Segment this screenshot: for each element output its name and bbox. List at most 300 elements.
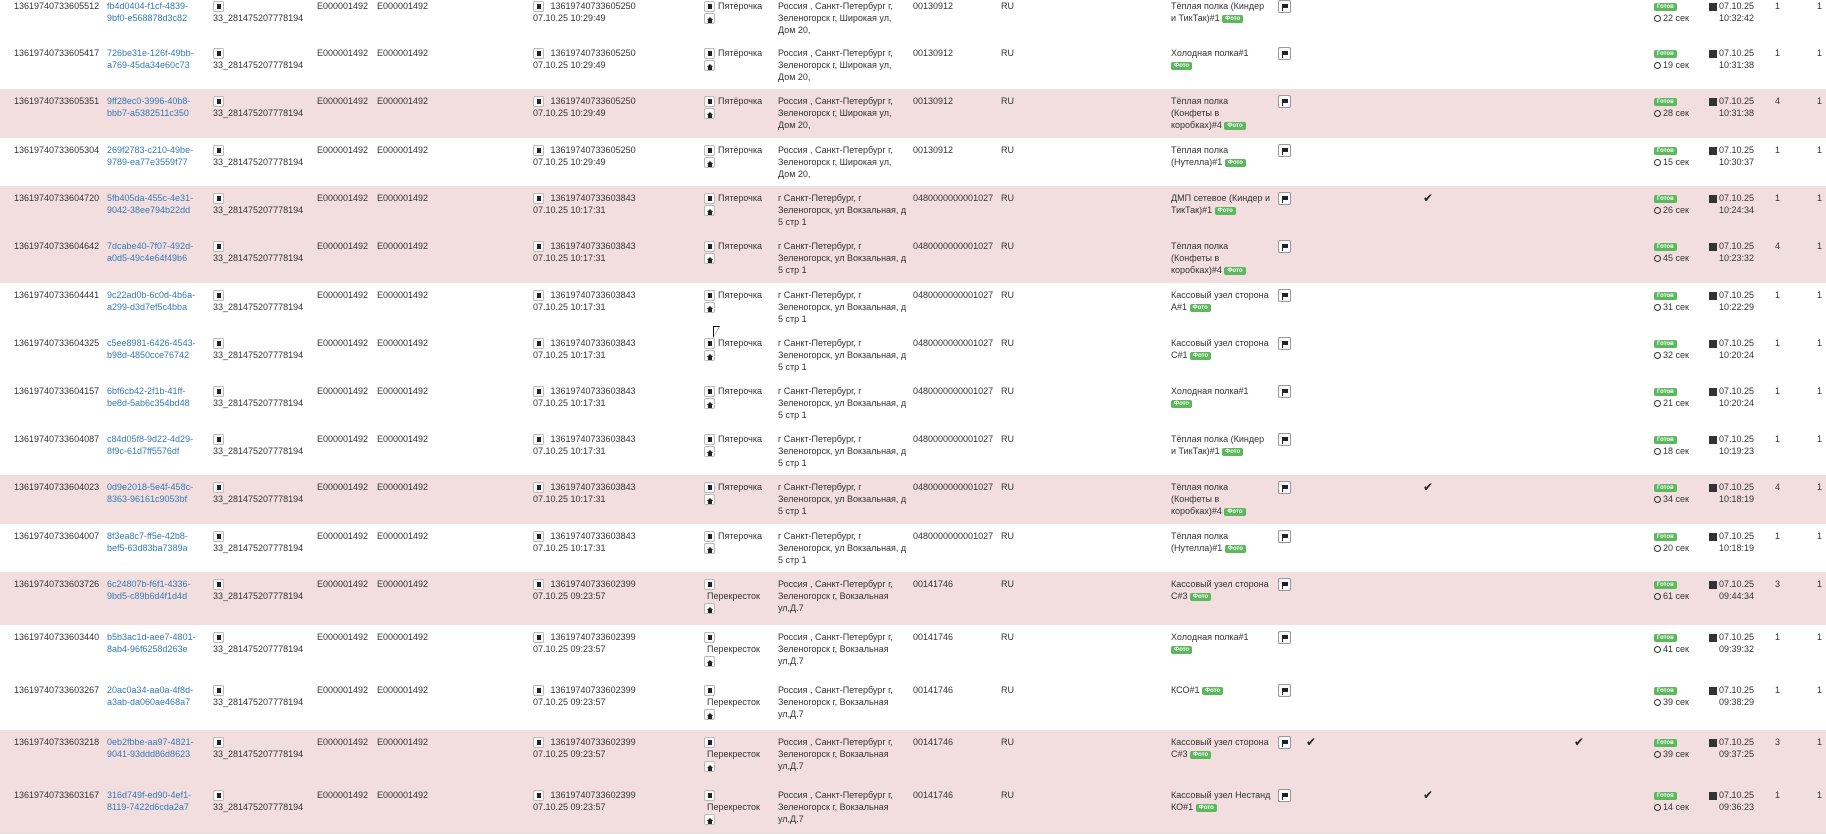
table-row[interactable]	[0, 234, 1826, 284]
row-uuid-link[interactable]: 8f3ea8c7-ff5e-42b8-bef5-63d83ba7389a	[107, 531, 188, 553]
shop-name: Перекресток	[707, 591, 760, 602]
shop-name: Пятерочка	[718, 338, 763, 348]
home-icon[interactable]	[704, 398, 715, 409]
file-icon[interactable]	[213, 434, 224, 445]
file-icon[interactable]	[704, 48, 715, 59]
employee-code-2: E000001492	[377, 632, 429, 642]
file-icon[interactable]	[533, 685, 544, 696]
shelf-name	[1171, 192, 1271, 216]
table-row[interactable]	[0, 138, 1826, 187]
status-cell	[1654, 684, 1689, 708]
row-id: 13619740733605351	[14, 96, 100, 106]
home-icon[interactable]	[704, 603, 715, 614]
document-number: 33_281475207778194	[213, 302, 304, 313]
file-icon[interactable]	[704, 193, 715, 204]
shop-name: Пятерочка	[718, 482, 763, 492]
row-id: 13619740733604720	[14, 193, 100, 203]
flag-icon[interactable]	[1278, 337, 1291, 350]
country-code: RU	[1001, 790, 1014, 800]
file-icon[interactable]	[533, 96, 544, 107]
shop-cell	[704, 631, 774, 667]
shop-name: Пятерочка	[718, 193, 763, 203]
clock-icon	[1654, 62, 1661, 69]
home-icon[interactable]	[704, 302, 715, 313]
row-date: 07.10.25	[1719, 96, 1755, 106]
row-time: 10:31:38	[1719, 108, 1755, 118]
flag-icon[interactable]	[1278, 385, 1291, 398]
home-icon[interactable]	[704, 709, 715, 720]
status-cell	[1654, 385, 1689, 409]
clock-icon	[1654, 646, 1661, 653]
employee-code-2: E000001492	[377, 338, 429, 348]
photo-badge: Фото	[1222, 448, 1243, 456]
flag-icon[interactable]	[1278, 631, 1291, 644]
table-row[interactable]	[0, 783, 1826, 834]
store-address: Россия , Санкт-Петербург г, Зеленогорск г, Вокзальная ул,Д.7	[778, 790, 893, 824]
file-icon[interactable]	[213, 48, 224, 59]
elapsed-time: 28 сек	[1663, 108, 1689, 118]
datetime-cell	[1709, 337, 1754, 361]
file-icon[interactable]	[704, 145, 715, 156]
file-icon[interactable]	[213, 145, 224, 156]
shelf-label: Тёплая полка (Конфеты в коробках)#4	[1171, 241, 1229, 275]
store-code: 00130912	[913, 96, 954, 106]
task-cell	[533, 789, 683, 813]
row-uuid-link[interactable]: 6bf6cb42-2f1b-41ff-be8d-5ab6c354bd48	[107, 386, 190, 408]
shelf-label: Кассовый узел сторона С#1	[1171, 338, 1269, 360]
status-cell	[1654, 47, 1689, 71]
store-code: 00141746	[913, 790, 954, 800]
store-code: 00141746	[913, 685, 954, 695]
table-row[interactable]	[0, 331, 1826, 380]
photo-badge: Фото	[1215, 207, 1236, 215]
document-cell	[213, 433, 308, 457]
home-icon[interactable]	[704, 761, 715, 772]
country-code: RU	[1001, 685, 1014, 695]
shelf-name	[1171, 240, 1271, 276]
flag-cell	[1278, 95, 1291, 108]
row-time: 10:31:38	[1719, 60, 1755, 70]
task-cell	[533, 433, 683, 457]
home-icon[interactable]	[704, 13, 715, 24]
row-uuid-link[interactable]: 7dcabe40-7f07-492d-a0d5-49c4e64f49b6	[107, 241, 194, 263]
row-id: 13619740733604007	[14, 531, 100, 541]
store-code: 0480000000001027	[913, 434, 994, 444]
photo-badge: Фото	[1171, 400, 1192, 408]
flag-icon[interactable]	[1278, 144, 1291, 157]
calendar-icon	[1709, 533, 1717, 541]
flag-icon[interactable]	[1278, 736, 1291, 749]
flag-cell	[1278, 0, 1291, 13]
shelf-name	[1171, 385, 1271, 409]
country-code: RU	[1001, 434, 1014, 444]
elapsed-time: 26 сек	[1663, 205, 1689, 215]
task-cell	[533, 631, 683, 655]
file-icon[interactable]	[704, 96, 715, 107]
status-cell	[1654, 144, 1689, 168]
row-time: 10:23:32	[1719, 253, 1755, 263]
file-icon[interactable]	[533, 531, 544, 542]
document-number: 33_281475207778194	[213, 697, 304, 708]
employee-code: E000001492	[317, 193, 369, 203]
file-icon[interactable]	[704, 531, 715, 542]
status-cell	[1654, 95, 1689, 119]
check-icon: ✔	[1423, 191, 1434, 205]
status-cell	[1654, 578, 1689, 602]
elapsed-time: 22 сек	[1663, 13, 1689, 23]
task-date: 07.10.25 10:17:31	[533, 350, 606, 361]
photo-badge: Фото	[1202, 687, 1223, 695]
photo-badge: Фото	[1225, 159, 1246, 167]
file-icon[interactable]	[704, 737, 715, 748]
check-icon: ✔	[1574, 735, 1585, 749]
employee-code-2: E000001492	[377, 96, 429, 106]
table-row[interactable]	[0, 41, 1826, 90]
count-2: 1	[1817, 737, 1823, 747]
shelf-label: Тёплая полка (Конфеты в коробках)#4	[1171, 96, 1229, 130]
file-icon[interactable]	[704, 685, 715, 696]
country-code: RU	[1001, 737, 1014, 747]
document-cell	[213, 240, 308, 264]
shop-cell	[704, 789, 774, 825]
task-id: 13619740733605250	[548, 1, 636, 11]
photo-badge: Фото	[1171, 62, 1192, 70]
home-icon[interactable]	[704, 253, 715, 264]
calendar-icon	[1709, 687, 1717, 695]
shop-cell	[704, 578, 774, 614]
count-2: 1	[1817, 579, 1823, 589]
row-date: 07.10.25	[1719, 241, 1755, 251]
row-id: 13619740733604642	[14, 241, 100, 251]
row-uuid-link[interactable]: 5fb405da-455c-4e31-9042-38ee794b22dd	[107, 193, 194, 215]
file-icon[interactable]	[533, 386, 544, 397]
file-icon[interactable]	[213, 338, 224, 349]
status-badge: Готов	[1654, 243, 1677, 251]
task-cell	[533, 192, 683, 216]
table-row[interactable]	[0, 730, 1826, 784]
file-icon[interactable]	[533, 579, 544, 590]
row-id: 13619740733603267	[14, 685, 100, 695]
file-icon[interactable]	[213, 96, 224, 107]
file-icon[interactable]	[213, 386, 224, 397]
table-row[interactable]	[0, 186, 1826, 235]
row-uuid-link[interactable]: fb4d0404-f1cf-4839-9bf0-e568878d3c82	[107, 1, 189, 23]
elapsed-time: 21 сек	[1663, 398, 1689, 408]
employee-code-2: E000001492	[377, 241, 429, 251]
employee-code-2: E000001492	[377, 48, 429, 58]
employee-code: E000001492	[317, 290, 369, 300]
document-cell	[213, 736, 308, 760]
task-id: 13619740733605250	[548, 48, 636, 58]
file-icon[interactable]	[533, 737, 544, 748]
count-1: 4	[1775, 482, 1781, 492]
store-code: 0480000000001027	[913, 193, 994, 203]
row-id: 13619740733604441	[14, 290, 100, 300]
file-icon[interactable]	[213, 241, 224, 252]
shop-name: Перекресток	[707, 644, 760, 655]
count-2: 1	[1817, 685, 1823, 695]
shop-name: Пятёрочка	[718, 48, 763, 58]
file-icon[interactable]	[704, 579, 715, 590]
file-icon[interactable]	[704, 386, 715, 397]
shelf-name	[1171, 481, 1271, 517]
row-date: 07.10.25	[1719, 386, 1755, 396]
file-icon[interactable]	[704, 790, 715, 801]
home-icon[interactable]	[704, 543, 715, 554]
file-icon[interactable]	[704, 632, 715, 643]
file-icon[interactable]	[533, 193, 544, 204]
home-icon[interactable]	[704, 494, 715, 505]
clock-icon	[1654, 751, 1661, 758]
flag-icon[interactable]	[1278, 684, 1291, 697]
home-icon[interactable]	[704, 60, 715, 71]
flag-icon[interactable]	[1278, 289, 1291, 302]
count-1: 4	[1775, 96, 1781, 106]
store-code: 00141746	[913, 632, 954, 642]
table-row[interactable]	[0, 0, 1826, 42]
flag-icon[interactable]	[1278, 0, 1291, 13]
task-cell	[533, 481, 683, 505]
row-uuid-link[interactable]: 20ac0a34-aa0a-4f8d-a3ab-da060ae468a7	[107, 685, 194, 707]
home-icon[interactable]	[704, 205, 715, 216]
document-number: 33_281475207778194	[213, 253, 304, 264]
file-icon[interactable]	[213, 579, 224, 590]
shop-name: Перекресток	[707, 802, 760, 813]
flag-cell	[1278, 192, 1291, 205]
employee-code: E000001492	[317, 48, 369, 58]
row-date: 07.10.25	[1719, 632, 1755, 642]
task-date: 07.10.25 09:23:57	[533, 591, 606, 602]
datetime-cell	[1709, 736, 1754, 760]
file-icon[interactable]	[533, 482, 544, 493]
row-id: 13619740733603440	[14, 632, 100, 642]
flag-icon[interactable]	[1278, 433, 1291, 446]
file-icon[interactable]	[533, 290, 544, 301]
employee-code: E000001492	[317, 145, 369, 155]
home-icon[interactable]	[704, 157, 715, 168]
shelf-name	[1171, 95, 1271, 131]
task-cell	[533, 385, 683, 409]
file-icon[interactable]	[533, 48, 544, 59]
row-uuid-link[interactable]: 0eb2fbbe-aa97-4821-9041-93ddd86d8623	[107, 737, 194, 759]
task-id: 13619740733602399	[548, 737, 636, 747]
flag-cell	[1278, 289, 1291, 302]
row-uuid-link[interactable]: c84d05f8-9d22-4d29-8f9c-61d7ff5576df	[107, 434, 194, 456]
row-time: 10:18:19	[1719, 543, 1755, 553]
file-icon[interactable]	[213, 1, 224, 12]
home-icon[interactable]	[704, 108, 715, 119]
shop-cell	[704, 0, 774, 24]
table-row[interactable]	[0, 524, 1826, 573]
count-1: 1	[1775, 338, 1781, 348]
file-icon[interactable]	[533, 338, 544, 349]
home-icon[interactable]	[704, 350, 715, 361]
store-address: г Санкт-Петербург, г Зеленогорск, ул Вокзальная, д 5 стр 1	[778, 241, 907, 275]
clock-icon	[1654, 804, 1661, 811]
task-id: 13619740733602399	[548, 632, 636, 642]
row-time: 10:22:29	[1719, 302, 1755, 312]
file-icon[interactable]	[533, 1, 544, 12]
employee-code: E000001492	[317, 434, 369, 444]
row-time: 10:18:19	[1719, 494, 1755, 504]
shop-name: Пятёрочка	[718, 145, 763, 155]
table-row[interactable]	[0, 475, 1826, 525]
row-date: 07.10.25	[1719, 48, 1755, 58]
flag-icon[interactable]	[1278, 240, 1291, 253]
employee-code-2: E000001492	[377, 579, 429, 589]
calendar-icon	[1709, 792, 1717, 800]
task-id: 13619740733603843	[548, 241, 636, 251]
file-icon[interactable]	[213, 685, 224, 696]
row-time: 09:44:34	[1719, 591, 1755, 601]
calendar-icon	[1709, 243, 1717, 251]
row-uuid-link[interactable]: 9ff28ec0-3996-40b8-bbb7-a5382511c350	[107, 96, 191, 118]
home-icon[interactable]	[704, 446, 715, 457]
file-icon[interactable]	[213, 632, 224, 643]
task-cell	[533, 530, 683, 554]
clock-icon	[1654, 15, 1661, 22]
employee-code: E000001492	[317, 96, 369, 106]
employee-code-2: E000001492	[377, 737, 429, 747]
table-row[interactable]	[0, 427, 1826, 476]
store-code: 00141746	[913, 579, 954, 589]
store-code: 00130912	[913, 48, 954, 58]
count-2: 1	[1817, 531, 1823, 541]
task-id: 13619740733603843	[548, 290, 636, 300]
shelf-name	[1171, 530, 1271, 554]
file-icon[interactable]	[704, 1, 715, 12]
row-uuid-link[interactable]: 316d749f-ed90-4ef1-8119-7422d6cda2a7	[107, 790, 192, 812]
table-row[interactable]	[0, 572, 1826, 626]
employee-code-2: E000001492	[377, 386, 429, 396]
shelf-name	[1171, 631, 1271, 655]
file-icon[interactable]	[213, 290, 224, 301]
table-row[interactable]	[0, 678, 1826, 731]
calendar-icon	[1709, 292, 1717, 300]
row-uuid-link[interactable]: 0d9e2018-5e4f-458c-8363-96161c9053bf	[107, 482, 194, 504]
task-date: 07.10.25 10:29:49	[533, 157, 606, 168]
employee-code-2: E000001492	[377, 790, 429, 800]
photo-badge: Фото	[1224, 267, 1245, 275]
file-icon[interactable]	[213, 531, 224, 542]
calendar-icon	[1709, 50, 1717, 58]
document-number: 33_281475207778194	[213, 591, 304, 602]
row-id: 13619740733604325	[14, 338, 100, 348]
country-code: RU	[1001, 482, 1014, 492]
file-icon[interactable]	[533, 434, 544, 445]
photo-badge: Фото	[1190, 352, 1211, 360]
row-uuid-link[interactable]: 269f2783-c210-49be-9789-ea77e3559f77	[107, 145, 194, 167]
file-icon[interactable]	[704, 482, 715, 493]
file-icon[interactable]	[704, 338, 715, 349]
row-uuid-link[interactable]: 6c24807b-f6f1-4336-9bd5-c89b6d4f1d4d	[107, 579, 191, 601]
status-badge: Готов	[1654, 147, 1677, 155]
task-id: 13619740733603843	[548, 386, 636, 396]
employee-code: E000001492	[317, 482, 369, 492]
flag-cell	[1278, 530, 1291, 543]
shelf-label: ДМП сетевое (Киндер и ТикТак)#1	[1171, 193, 1271, 215]
row-time: 10:19:23	[1719, 446, 1755, 456]
document-number: 33_281475207778194	[213, 350, 304, 361]
status-badge: Готов	[1654, 388, 1677, 396]
elapsed-time: 41 сек	[1663, 644, 1689, 654]
flag-icon[interactable]	[1278, 530, 1291, 543]
datetime-cell	[1709, 144, 1754, 168]
status-badge: Готов	[1654, 195, 1677, 203]
file-icon[interactable]	[704, 241, 715, 252]
document-number: 33_281475207778194	[213, 749, 304, 760]
file-icon[interactable]	[533, 790, 544, 801]
calendar-icon	[1709, 195, 1717, 203]
photo-badge: Фото	[1225, 545, 1246, 553]
table-row[interactable]	[0, 283, 1826, 332]
row-time: 10:20:24	[1719, 398, 1755, 408]
file-icon[interactable]	[213, 790, 224, 801]
flag-icon[interactable]	[1278, 481, 1291, 494]
flag-icon[interactable]	[1278, 578, 1291, 591]
count-2: 1	[1817, 790, 1823, 800]
file-icon[interactable]	[213, 482, 224, 493]
row-uuid-link[interactable]: b5b3ac1d-aee7-4801-8ab4-96f6258d263e	[107, 632, 196, 654]
count-1: 3	[1775, 579, 1781, 589]
row-date: 07.10.25	[1719, 482, 1755, 492]
file-icon[interactable]	[533, 241, 544, 252]
row-id: 13619740733604157	[14, 386, 100, 396]
store-address: Россия , Санкт-Петербург г, Зеленогорск г, Широкая ул, Дом 20,	[778, 145, 893, 179]
store-address: Россия , Санкт-Петербург г, Зеленогорск г, Широкая ул, Дом 20,	[778, 96, 893, 130]
file-icon[interactable]	[213, 193, 224, 204]
status-cell	[1654, 337, 1689, 361]
row-id: 13619740733603726	[14, 579, 100, 589]
row-date: 07.10.25	[1719, 1, 1755, 11]
store-address: г Санкт-Петербург, г Зеленогорск, ул Вокзальная, д 5 стр 1	[778, 338, 907, 372]
flag-icon[interactable]	[1278, 789, 1291, 802]
flag-icon[interactable]	[1278, 47, 1291, 60]
country-code: RU	[1001, 338, 1014, 348]
shelf-label: Холодная полка#1	[1171, 386, 1249, 396]
row-date: 07.10.25	[1719, 338, 1755, 348]
row-uuid-link[interactable]: 726be31e-126f-49bb-a769-45da34e60c73	[107, 48, 194, 70]
home-icon[interactable]	[704, 656, 715, 667]
datetime-cell	[1709, 385, 1754, 409]
calendar-icon	[1709, 634, 1717, 642]
document-cell	[213, 385, 308, 409]
table-row[interactable]	[0, 89, 1826, 139]
table-row[interactable]	[0, 625, 1826, 679]
shop-cell	[704, 736, 774, 772]
home-icon[interactable]	[704, 814, 715, 825]
calendar-icon	[1709, 98, 1717, 106]
table-row[interactable]	[0, 379, 1826, 428]
row-date: 07.10.25	[1719, 290, 1755, 300]
row-uuid-link[interactable]: 9c22ad0b-6c0d-4b6a-a299-d3d7ef5c4bba	[107, 290, 196, 312]
file-icon[interactable]	[533, 145, 544, 156]
row-uuid-link[interactable]: c5ee8981-6426-4543-b98d-4850cce76742	[107, 338, 196, 360]
file-icon[interactable]	[704, 290, 715, 301]
file-icon[interactable]	[704, 434, 715, 445]
document-cell	[213, 530, 308, 554]
employee-code-2: E000001492	[377, 290, 429, 300]
shop-cell	[704, 385, 774, 409]
row-date: 07.10.25	[1719, 579, 1755, 589]
clock-icon	[1654, 159, 1661, 166]
file-icon[interactable]	[213, 737, 224, 748]
file-icon[interactable]	[533, 632, 544, 643]
flag-icon[interactable]	[1278, 95, 1291, 108]
flag-icon[interactable]	[1278, 192, 1291, 205]
status-cell	[1654, 530, 1689, 554]
document-cell	[213, 481, 308, 505]
